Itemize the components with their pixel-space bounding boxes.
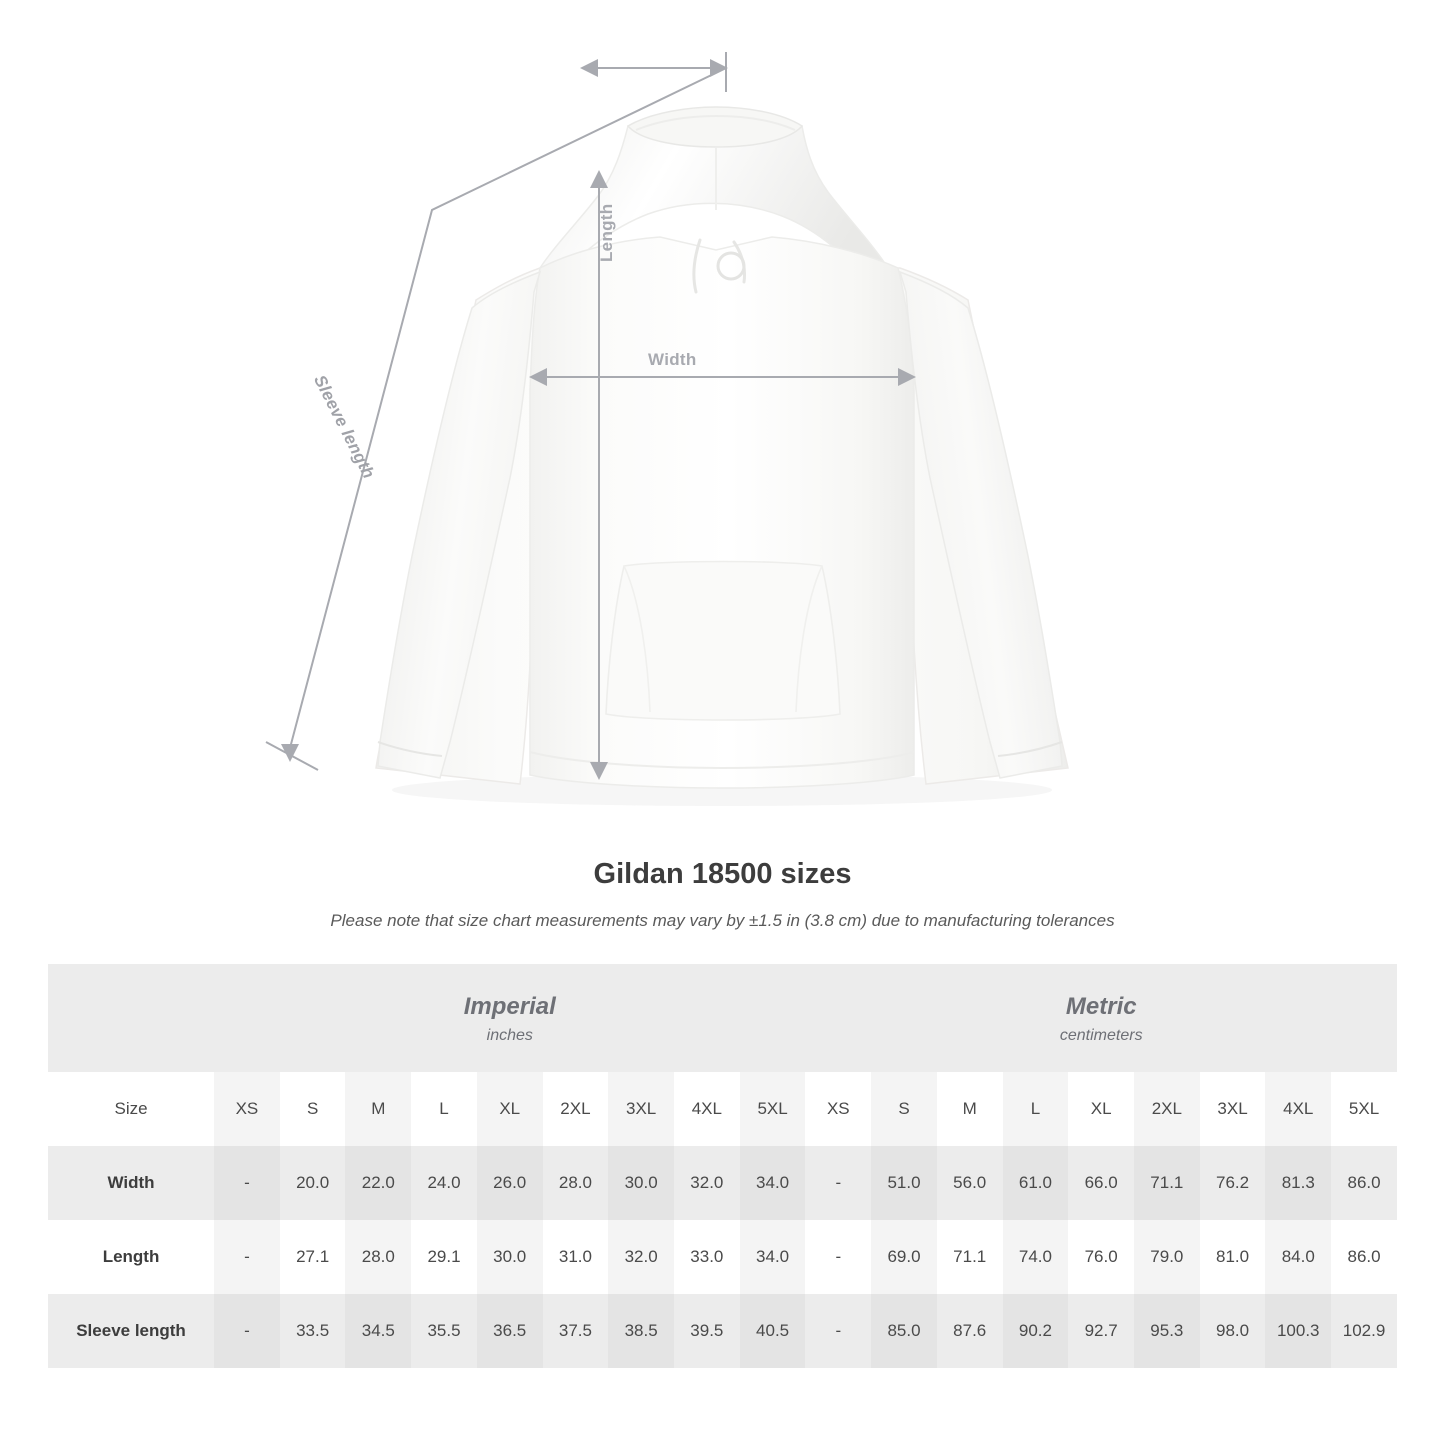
cell-width-imperial-4xl: 32.0 [674, 1146, 740, 1220]
cell-length-imperial-xl: 30.0 [477, 1220, 543, 1294]
cell-width-metric-xs: - [805, 1146, 871, 1220]
cell-sleeve-metric-3xl: 98.0 [1200, 1294, 1266, 1368]
tolerance-note: Please note that size chart measurements may vary by ±1.5 in (3.8 cm) due to manufacturing tolerances [330, 911, 1115, 930]
cell-sleeve-imperial-2xl: 37.5 [543, 1294, 609, 1368]
size-header-metric-5xl: 5XL [1331, 1072, 1397, 1146]
size-header-imperial-xl: XL [477, 1072, 543, 1146]
cell-length-imperial-2xl: 31.0 [543, 1220, 609, 1294]
cell-length-imperial-l: 29.1 [411, 1220, 477, 1294]
cell-width-metric-3xl: 76.2 [1200, 1146, 1266, 1220]
cell-length-imperial-4xl: 33.0 [674, 1220, 740, 1294]
cell-width-imperial-xs: - [214, 1146, 280, 1220]
width-dimension-label: Width [648, 350, 697, 369]
unit-system-header-row [48, 964, 1397, 1072]
page-title: Gildan 18500 sizes [593, 858, 852, 890]
size-header-metric-4xl: 4XL [1265, 1072, 1331, 1146]
cell-length-imperial-s: 27.1 [280, 1220, 346, 1294]
cell-width-metric-2xl: 71.1 [1134, 1146, 1200, 1220]
size-header-imperial-xs: XS [214, 1072, 280, 1146]
cell-width-imperial-s: 20.0 [280, 1146, 346, 1220]
table-row [48, 1294, 1397, 1368]
cell-sleeve-imperial-m: 34.5 [345, 1294, 411, 1368]
length-dimension-label: Length [597, 203, 616, 262]
size-header-metric-s: S [871, 1072, 937, 1146]
size-header-metric-2xl: 2XL [1134, 1072, 1200, 1146]
size-header-imperial-3xl: 3XL [608, 1072, 674, 1146]
cell-sleeve-metric-2xl: 95.3 [1134, 1294, 1200, 1368]
cell-sleeve-metric-xs: - [805, 1294, 871, 1368]
size-header-imperial-4xl: 4XL [674, 1072, 740, 1146]
size-header-imperial-m: M [345, 1072, 411, 1146]
cell-length-metric-l: 74.0 [1003, 1220, 1069, 1294]
cell-sleeve-imperial-4xl: 39.5 [674, 1294, 740, 1368]
size-header-metric-l: L [1003, 1072, 1069, 1146]
sleeve-length-dimension-label: Sleeve length [310, 372, 379, 482]
system-header-spacer [48, 964, 214, 1072]
cell-sleeve-imperial-3xl: 38.5 [608, 1294, 674, 1368]
size-header-metric-xs: XS [805, 1072, 871, 1146]
cell-length-metric-xl: 76.0 [1068, 1220, 1134, 1294]
cell-width-imperial-l: 24.0 [411, 1146, 477, 1220]
size-header-imperial-s: S [280, 1072, 346, 1146]
system-header-imperial [214, 964, 805, 1072]
size-chart-table [48, 964, 1397, 1368]
cell-length-imperial-3xl: 32.0 [608, 1220, 674, 1294]
cell-sleeve-metric-xl: 92.7 [1068, 1294, 1134, 1368]
size-header-row [48, 1072, 1397, 1146]
cell-sleeve-metric-4xl: 100.3 [1265, 1294, 1331, 1368]
cell-length-metric-s: 69.0 [871, 1220, 937, 1294]
imperial-system-name: Imperial [463, 993, 556, 1021]
size-header-label: Size [48, 1072, 214, 1146]
cell-width-metric-l: 61.0 [1003, 1146, 1069, 1220]
cell-width-imperial-m: 22.0 [345, 1146, 411, 1220]
cell-width-imperial-5xl: 34.0 [740, 1146, 806, 1220]
cell-width-metric-5xl: 86.0 [1331, 1146, 1397, 1220]
cell-width-metric-4xl: 81.3 [1265, 1146, 1331, 1220]
cell-width-imperial-3xl: 30.0 [608, 1146, 674, 1220]
size-header-metric-xl: XL [1068, 1072, 1134, 1146]
row-label-width: Width [48, 1146, 214, 1220]
cell-sleeve-imperial-xl: 36.5 [477, 1294, 543, 1368]
cell-sleeve-metric-s: 85.0 [871, 1294, 937, 1368]
size-header-metric-3xl: 3XL [1200, 1072, 1266, 1146]
cell-width-metric-m: 56.0 [937, 1146, 1003, 1220]
imperial-system-unit: inches [486, 1026, 533, 1044]
cell-length-imperial-5xl: 34.0 [740, 1220, 806, 1294]
size-header-imperial-2xl: 2XL [543, 1072, 609, 1146]
cell-length-metric-4xl: 84.0 [1265, 1220, 1331, 1294]
size-header-metric-m: M [937, 1072, 1003, 1146]
metric-system-name: Metric [1065, 993, 1137, 1021]
cell-length-metric-2xl: 79.0 [1134, 1220, 1200, 1294]
table-row [48, 1146, 1397, 1220]
cell-width-imperial-2xl: 28.0 [543, 1146, 609, 1220]
row-label-length: Length [48, 1220, 214, 1294]
row-label-sleeve-length: Sleeve length [48, 1294, 214, 1368]
size-header-imperial-5xl: 5XL [740, 1072, 806, 1146]
cell-length-imperial-m: 28.0 [345, 1220, 411, 1294]
cell-sleeve-imperial-xs: - [214, 1294, 280, 1368]
cell-length-imperial-xs: - [214, 1220, 280, 1294]
size-table-container [48, 964, 1397, 1368]
cell-length-metric-5xl: 86.0 [1331, 1220, 1397, 1294]
metric-system-unit: centimeters [1059, 1026, 1143, 1044]
size-header-imperial-l: L [411, 1072, 477, 1146]
cell-length-metric-m: 71.1 [937, 1220, 1003, 1294]
cell-sleeve-imperial-s: 33.5 [280, 1294, 346, 1368]
cell-sleeve-metric-5xl: 102.9 [1331, 1294, 1397, 1368]
cell-sleeve-metric-m: 87.6 [937, 1294, 1003, 1368]
system-header-metric [805, 964, 1397, 1072]
table-row [48, 1220, 1397, 1294]
cell-sleeve-imperial-l: 35.5 [411, 1294, 477, 1368]
cell-width-imperial-xl: 26.0 [477, 1146, 543, 1220]
cell-width-metric-xl: 66.0 [1068, 1146, 1134, 1220]
cell-length-metric-3xl: 81.0 [1200, 1220, 1266, 1294]
cell-width-metric-s: 51.0 [871, 1146, 937, 1220]
cell-sleeve-imperial-5xl: 40.5 [740, 1294, 806, 1368]
cell-length-metric-xs: - [805, 1220, 871, 1294]
cell-sleeve-metric-l: 90.2 [1003, 1294, 1069, 1368]
